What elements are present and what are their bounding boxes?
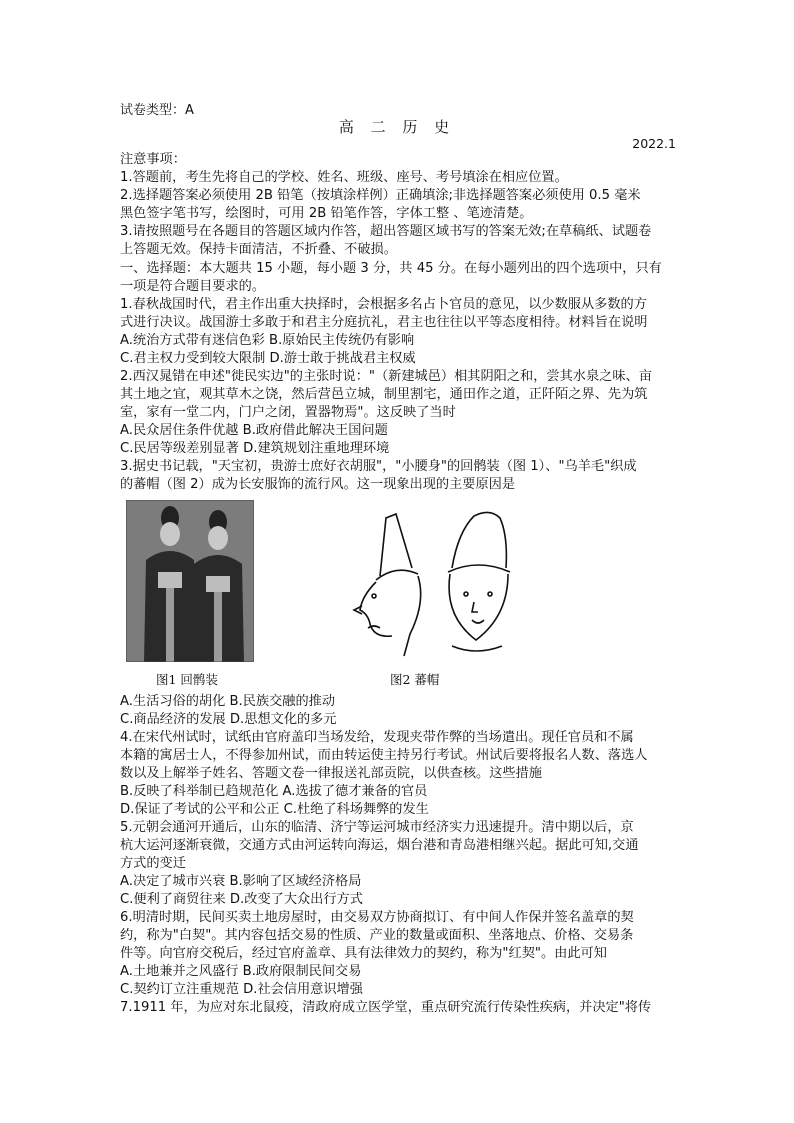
notice-heading: 注意事项： xyxy=(120,152,186,167)
question-text: 其土地之宜，观其草木之饶，然后营邑立城，制里割宅，通田作之道，正阡陌之界、先为筑 xyxy=(120,387,648,402)
answer-options: A.土地兼并之风盛行 B.政府限制民间交易 xyxy=(120,964,362,979)
question-text: 4.在宋代州试时，试纸由官府盖印当场发给，发现夹带作弊的当场遣出。现任官员和不属 xyxy=(120,730,634,745)
answer-options: A.统治方式带有迷信色彩 B.原始民主传统仍有影响 xyxy=(120,333,415,348)
answer-options: C.便利了商贸往来 D.改变了大众出行方式 xyxy=(120,892,363,907)
question-text: 7.1911 年，为应对东北鼠疫，清政府成立医学堂，重点研究流行传染性疾病，并决定"将传 xyxy=(120,1000,652,1015)
answer-options: A.民众居住条件优越 B.政府借此解决王国问题 xyxy=(120,423,388,438)
question-text: 1.春秋战国时代，君主作出重大抉择时，会根据多名占卜官员的意见，以少数服从多数的方 xyxy=(120,297,647,312)
question-text: 室，家有一堂二内，门户之闭，置器物焉"。这反映了当时 xyxy=(120,405,456,420)
answer-options: C.民居等级差别显著 D.建筑规划注重地理环境 xyxy=(120,441,390,456)
question-text: 杭大运河逐渐衰微，交通方式由河运转向海运，烟台港和青岛港相继兴起。据此可知,交通 xyxy=(120,838,639,853)
question-text: 约，称为"白契"。其内容包括交易的性质、产业的数量或面积、坐落地点、价格、交易条 xyxy=(120,928,634,943)
answer-options: C.君主权力受到较大限制 D.游士敢于挑战君主权威 xyxy=(120,351,416,366)
answer-options: B.反映了科举制已趋规范化 A.选拔了德才兼备的官员 xyxy=(120,784,428,799)
section-instruction: 一、选择题：本大题共 15 小题，每小题 3 分，共 45 分。在每小题列出的四个选项中，只有 xyxy=(120,261,662,276)
notice-line: 上答题无效。保持卡面清洁，不折叠、不破损。 xyxy=(120,242,397,257)
figure-2-caption: 图2 蕃帽 xyxy=(390,672,440,687)
question-text: 数以及上解举子姓名、答题文卷一律报送礼部贡院，以供查核。这些措施 xyxy=(120,766,542,781)
exam-date: 2022.1 xyxy=(632,136,676,151)
page-title: 高 二 历 史 xyxy=(338,118,456,136)
notice-line: 1.答题前，考生先将自己的学校、姓名、班级、座号、考号填涂在相应位置。 xyxy=(120,170,568,185)
question-text: 方式的变迁 xyxy=(120,856,186,871)
notice-line: 黑色签字笔书写，绘图时，可用 2B 铅笔作答，字体工整 、笔迹清楚。 xyxy=(120,206,533,221)
answer-options: C.契约订立注重规范 D.社会信用意识增强 xyxy=(120,982,363,997)
notice-line: 2.选择题答案必须使用 2B 铅笔（按填涂样例）正确填涂;非选择题答案必须使用 0.5 毫米 xyxy=(120,188,641,203)
question-text: 件等。向官府交税后，经过官府盖章、具有法律效力的契约，称为"红契"。由此可知 xyxy=(120,946,607,961)
fanmao-hat-illustration xyxy=(340,506,520,662)
question-text: 式进行决议。战国游士多敢于和君主分庭抗礼，君主也往往以平等态度相待。材料旨在说明 xyxy=(120,315,648,330)
figure-1-caption: 图1 回鹘装 xyxy=(156,672,218,687)
answer-options: C.商品经济的发展 D.思想文化的多元 xyxy=(120,712,337,727)
section-instruction: 一项是符合题目要求的。 xyxy=(120,279,266,294)
question-text: 3.据史书记载，"天宝初，贵游士庶好衣胡服"，"小腰身"的回鹘装（图 1）、"乌羊毛"织成 xyxy=(120,459,637,474)
question-text: 的蕃帽（图 2）成为长安服饰的流行风。这一现象出现的主要原因是 xyxy=(120,477,516,492)
answer-options: D.保证了考试的公平和公正 C.杜绝了科场舞弊的发生 xyxy=(120,802,429,817)
figure-2-image xyxy=(340,506,520,662)
paper-type: 试卷类型：A xyxy=(120,103,194,118)
answer-options: A.决定了城市兴衰 B.影响了区域经济格局 xyxy=(120,874,362,889)
question-text: 本籍的寓居士人，不得参加州试，而由转运使主持另行考试。州试后要将报名人数、落选人 xyxy=(120,748,648,763)
figure-1-image xyxy=(126,500,254,662)
question-text: 5.元朝会通河开通后，山东的临清、济宁等运河城市经济实力迅速提升。清中期以后，京 xyxy=(120,820,634,835)
uyghur-robe-illustration xyxy=(126,500,254,662)
answer-options: A.生活习俗的胡化 B.民族交融的推动 xyxy=(120,694,336,709)
notice-line: 3.请按照题号在各题目的答题区域内作答，超出答题区域书写的答案无效;在草稿纸、试题卷 xyxy=(120,224,652,239)
question-text: 2.西汉晁错在申述"徙民实边"的主张时说："（新建城邑）相其阴阳之和，尝其水泉之味、亩 xyxy=(120,369,652,384)
question-text: 6.明清时期，民间买卖土地房屋时，由交易双方协商拟订、有中间人作保并签名盖章的契 xyxy=(120,910,634,925)
